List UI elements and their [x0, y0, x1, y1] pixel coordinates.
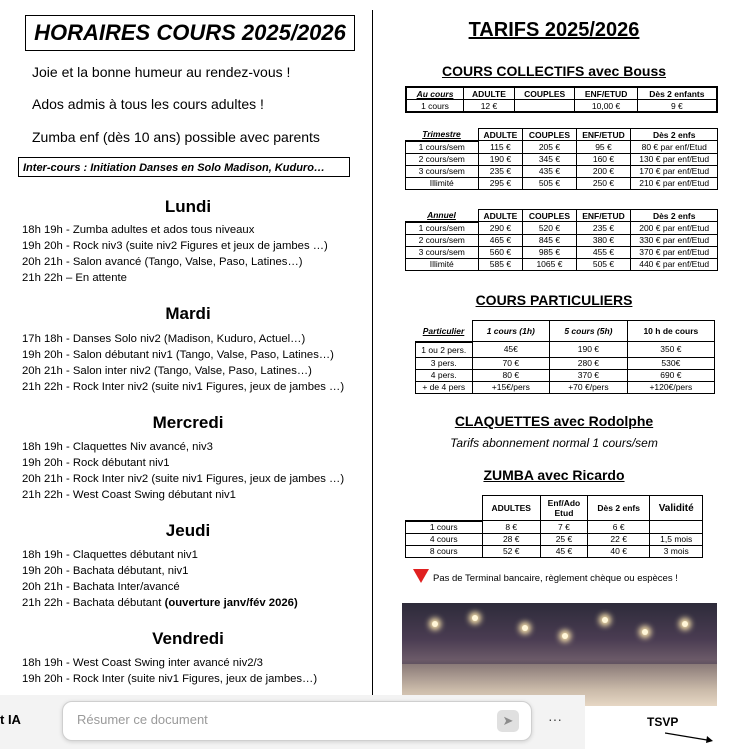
- au-cours-table: [405, 86, 718, 113]
- table-row: [406, 141, 718, 154]
- table-cell: 435 €: [523, 165, 576, 177]
- particuliers-table: [415, 320, 715, 394]
- table-header: ADULTE: [478, 129, 523, 141]
- table-cell: Illimité: [406, 177, 479, 189]
- table-header: Trimestre: [406, 129, 479, 141]
- table-cell: 3 pers.: [416, 357, 473, 369]
- table-cell: 4 cours: [406, 533, 483, 545]
- table-row: [406, 234, 718, 246]
- table-cell: 1 cours: [406, 100, 464, 113]
- table-cell: 200 € par enf/Etud: [631, 222, 718, 235]
- class-text: 21h 22h - Bachata débutant: [22, 597, 165, 609]
- table-cell: 505 €: [576, 258, 631, 270]
- table-cell: 380 €: [576, 234, 631, 246]
- table-row: [406, 177, 718, 189]
- table-cell: 95 €: [576, 141, 631, 154]
- class-line: 21h 22h - West Coast Swing débutant niv1: [22, 489, 236, 501]
- table-header: Particulier: [416, 321, 473, 342]
- table-header: Dès 2 enfs: [631, 210, 718, 222]
- table-cell: 40 €: [587, 545, 649, 557]
- table-cell: Illimité: [406, 258, 479, 270]
- table-cell: 3 cours/sem: [406, 165, 479, 177]
- table-cell: 250 €: [576, 177, 631, 189]
- class-line: 20h 21h - Salon avancé (Tango, Valse, Paso, Latines…): [22, 256, 303, 268]
- class-line: 21h 22h - Rock Inter niv2 (suite niv1 Figures, jeux de jambes …): [22, 381, 345, 393]
- table-cell: 22 €: [587, 533, 649, 545]
- table-cell: 9 €: [637, 100, 717, 113]
- table-cell: 7 €: [540, 521, 587, 534]
- table-row: [406, 545, 703, 557]
- class-extra: (ouverture janv/fév 2026): [164, 597, 298, 609]
- table-cell: 205 €: [523, 141, 576, 154]
- table-cell: 560 €: [478, 246, 523, 258]
- particuliers-title: COURS PARTICULIERS: [475, 292, 633, 308]
- trimestre-table: [405, 128, 718, 190]
- table-cell: 1 cours/sem: [406, 141, 479, 154]
- table-header: Au cours: [416, 88, 454, 99]
- class-line: 21h 22h – En attente: [22, 272, 127, 284]
- light-dot: [602, 617, 608, 623]
- table-cell: 45 €: [540, 545, 587, 557]
- class-line: [22, 597, 298, 609]
- table-cell: 295 €: [478, 177, 523, 189]
- table-cell: 70 €: [472, 357, 550, 369]
- claquettes-title: CLAQUETTES avec Rodolphe: [454, 413, 654, 429]
- tsvp-label: TSVP: [647, 715, 679, 729]
- table-cell: 190 €: [550, 342, 628, 358]
- table-cell: 3 mois: [650, 545, 703, 557]
- table-cell: 585 €: [478, 258, 523, 270]
- table-header: Annuel: [406, 210, 479, 222]
- table-cell: 330 € par enf/Etud: [631, 234, 718, 246]
- more-options-button[interactable]: ···: [548, 711, 562, 727]
- class-line: 19h 20h - Bachata débutant, niv1: [22, 565, 189, 577]
- class-line: 19h 20h - Rock niv3 (suite niv2 Figures et jeux de jambes …): [22, 240, 328, 252]
- class-line: 18h 19h - Claquettes Niv avancé, niv3: [22, 441, 213, 453]
- table-header: COUPLES: [514, 87, 574, 100]
- table-header: [406, 496, 483, 521]
- table-cell: 80 €: [472, 369, 550, 381]
- table-cell: 115 €: [478, 141, 523, 154]
- class-line: 20h 21h - Salon inter niv2 (Tango, Valse, Paso, Latines…): [22, 365, 312, 377]
- arrow-right-icon: [665, 730, 713, 749]
- table-cell: 530€: [627, 357, 714, 369]
- zumba-title: ZUMBA avec Ricardo: [483, 467, 625, 483]
- table-cell: 12 €: [464, 100, 515, 113]
- table-row: [406, 533, 703, 545]
- table-cell: 520 €: [523, 222, 576, 235]
- table-cell: 80 € par enf/Etud: [631, 141, 718, 154]
- table-cell: 1 cours: [406, 521, 483, 534]
- table-cell: 505 €: [523, 177, 576, 189]
- send-icon: ➤: [502, 713, 514, 728]
- table-header: ENF/ETUD: [576, 129, 631, 141]
- light-dot: [642, 629, 648, 635]
- warning-icon: [413, 569, 429, 588]
- table-cell: 345 €: [523, 153, 576, 165]
- table-cell: 1 ou 2 pers.: [416, 342, 473, 358]
- table-cell: 52 €: [482, 545, 540, 557]
- table-cell: 845 €: [523, 234, 576, 246]
- table-header: COUPLES: [523, 129, 576, 141]
- table-cell: 280 €: [550, 357, 628, 369]
- table-header: Validité: [650, 496, 703, 521]
- table-cell: + de 4 pers: [416, 381, 473, 393]
- table-cell: 160 €: [576, 153, 631, 165]
- intro-line-2: Ados admis à tous les cours adultes !: [32, 96, 264, 112]
- light-dot: [562, 633, 568, 639]
- light-dot: [432, 621, 438, 627]
- schedule-title: HORAIRES COURS 2025/2026: [25, 15, 355, 51]
- assistant-label: t IA: [0, 712, 21, 727]
- table-cell: 1065 €: [523, 258, 576, 270]
- table-cell: 235 €: [478, 165, 523, 177]
- table-cell: 10,00 €: [575, 100, 637, 113]
- class-line: 19h 20h - Salon débutant niv1 (Tango, Valse, Paso, Latines…): [22, 349, 334, 361]
- light-dot: [682, 621, 688, 627]
- collectifs-title: COURS COLLECTIFS avec Bouss: [441, 63, 667, 79]
- table-cell: 1,5 mois: [650, 533, 703, 545]
- table-cell: 290 €: [478, 222, 523, 235]
- day-heading-lundi: Lundi: [164, 197, 212, 216]
- table-cell: 985 €: [523, 246, 576, 258]
- send-button[interactable]: [497, 710, 519, 732]
- table-row: [416, 369, 715, 381]
- ballroom-photo: [402, 603, 717, 706]
- day-heading-mercredi: Mercredi: [152, 413, 224, 432]
- class-line: 18h 19h - West Coast Swing inter avancé niv2/3: [22, 657, 263, 669]
- column-divider: [372, 10, 373, 700]
- table-row: [406, 258, 718, 270]
- class-line: 20h 21h - Rock Inter niv2 (suite niv1 Figures, jeux de jambes …): [22, 473, 345, 485]
- table-cell: 690 €: [627, 369, 714, 381]
- light-dot: [472, 615, 478, 621]
- table-cell: 45€: [472, 342, 550, 358]
- table-cell: 1 cours/sem: [406, 222, 479, 235]
- assistant-input-placeholder: Résumer ce document: [77, 712, 208, 727]
- table-cell: 8 cours: [406, 545, 483, 557]
- claquettes-note: Tarifs abonnement normal 1 cours/sem: [450, 436, 658, 450]
- table-cell: +15€/pers: [472, 381, 550, 393]
- table-cell: +70 €/pers: [550, 381, 628, 393]
- table-cell: 210 € par enf/Etud: [631, 177, 718, 189]
- table-row: [416, 342, 715, 358]
- day-heading-jeudi: Jeudi: [165, 521, 211, 540]
- table-header: Dès 2 enfants: [637, 87, 717, 100]
- table-header: ADULTE: [464, 87, 515, 100]
- table-row: [416, 381, 715, 393]
- table-row: [406, 222, 718, 235]
- table-cell: 2 cours/sem: [406, 153, 479, 165]
- table-header: Enf/Ado Etud: [540, 496, 587, 521]
- table-header: ADULTE: [478, 210, 523, 222]
- class-line: 20h 21h - Bachata Inter/avancé: [22, 581, 180, 593]
- class-line: 19h 20h - Rock Inter (suite niv1 Figures, jeux de jambes…): [22, 673, 318, 685]
- zumba-table: [405, 495, 703, 558]
- table-header: ADULTES: [482, 496, 540, 521]
- table-cell: 440 € par enf/Etud: [631, 258, 718, 270]
- table-cell: 3 cours/sem: [406, 246, 479, 258]
- intro-line-1: Joie et la bonne humeur au rendez-vous !: [32, 64, 291, 80]
- table-header: Dès 2 enfs: [631, 129, 718, 141]
- table-cell: 455 €: [576, 246, 631, 258]
- table-row: [406, 100, 717, 113]
- table-header: ENF/ETUD: [575, 87, 637, 100]
- table-cell: 28 €: [482, 533, 540, 545]
- tarifs-title: TARIFS 2025/2026: [468, 19, 640, 41]
- class-line: 17h 18h - Danses Solo niv2 (Madison, Kuduro, Actuel…): [22, 333, 306, 345]
- table-header: 10 h de cours: [627, 321, 714, 342]
- table-cell: +120€/pers: [627, 381, 714, 393]
- table-header: 5 cours (5h): [550, 321, 628, 342]
- table-cell: 190 €: [478, 153, 523, 165]
- table-row: [406, 165, 718, 177]
- table-cell: 2 cours/sem: [406, 234, 479, 246]
- table-cell: 235 €: [576, 222, 631, 235]
- table-header: Dès 2 enfs: [587, 496, 649, 521]
- table-cell: 25 €: [540, 533, 587, 545]
- table-cell: 130 € par enf/Etud: [631, 153, 718, 165]
- payment-note: Pas de Terminal bancaire, règlement chèque ou espèces !: [433, 573, 678, 584]
- class-line: 18h 19h - Claquettes débutant niv1: [22, 549, 198, 561]
- class-line: 18h 19h - Zumba adultes et ados tous niveaux: [22, 224, 255, 236]
- annuel-table: [405, 209, 718, 271]
- class-line: 19h 20h - Rock débutant niv1: [22, 457, 170, 469]
- day-heading-mardi: Mardi: [165, 304, 211, 323]
- table-header: ENF/ETUD: [576, 210, 631, 222]
- table-row: [416, 357, 715, 369]
- table-cell: 350 €: [627, 342, 714, 358]
- table-cell: 200 €: [576, 165, 631, 177]
- table-cell: 170 € par enf/Etud: [631, 165, 718, 177]
- table-cell: [650, 521, 703, 534]
- table-cell: 370 €: [550, 369, 628, 381]
- table-cell: 465 €: [478, 234, 523, 246]
- table-row: [406, 246, 718, 258]
- table-cell: 6 €: [587, 521, 649, 534]
- table-header: 1 cours (1h): [472, 321, 550, 342]
- table-cell: 370 € par enf/Etud: [631, 246, 718, 258]
- day-heading-vendredi: Vendredi: [152, 629, 224, 648]
- light-dot: [522, 625, 528, 631]
- table-cell: 4 pers.: [416, 369, 473, 381]
- table-cell: [514, 100, 574, 113]
- table-row: [406, 153, 718, 165]
- table-cell: 8 €: [482, 521, 540, 534]
- table-row: [406, 521, 703, 534]
- table-header: COUPLES: [523, 210, 576, 222]
- inter-cours-note: Inter-cours : Initiation Danses en Solo Madison, Kuduro…: [18, 157, 350, 177]
- assistant-input[interactable]: [62, 701, 532, 741]
- intro-line-3: Zumba enf (dès 10 ans) possible avec parents: [32, 129, 320, 145]
